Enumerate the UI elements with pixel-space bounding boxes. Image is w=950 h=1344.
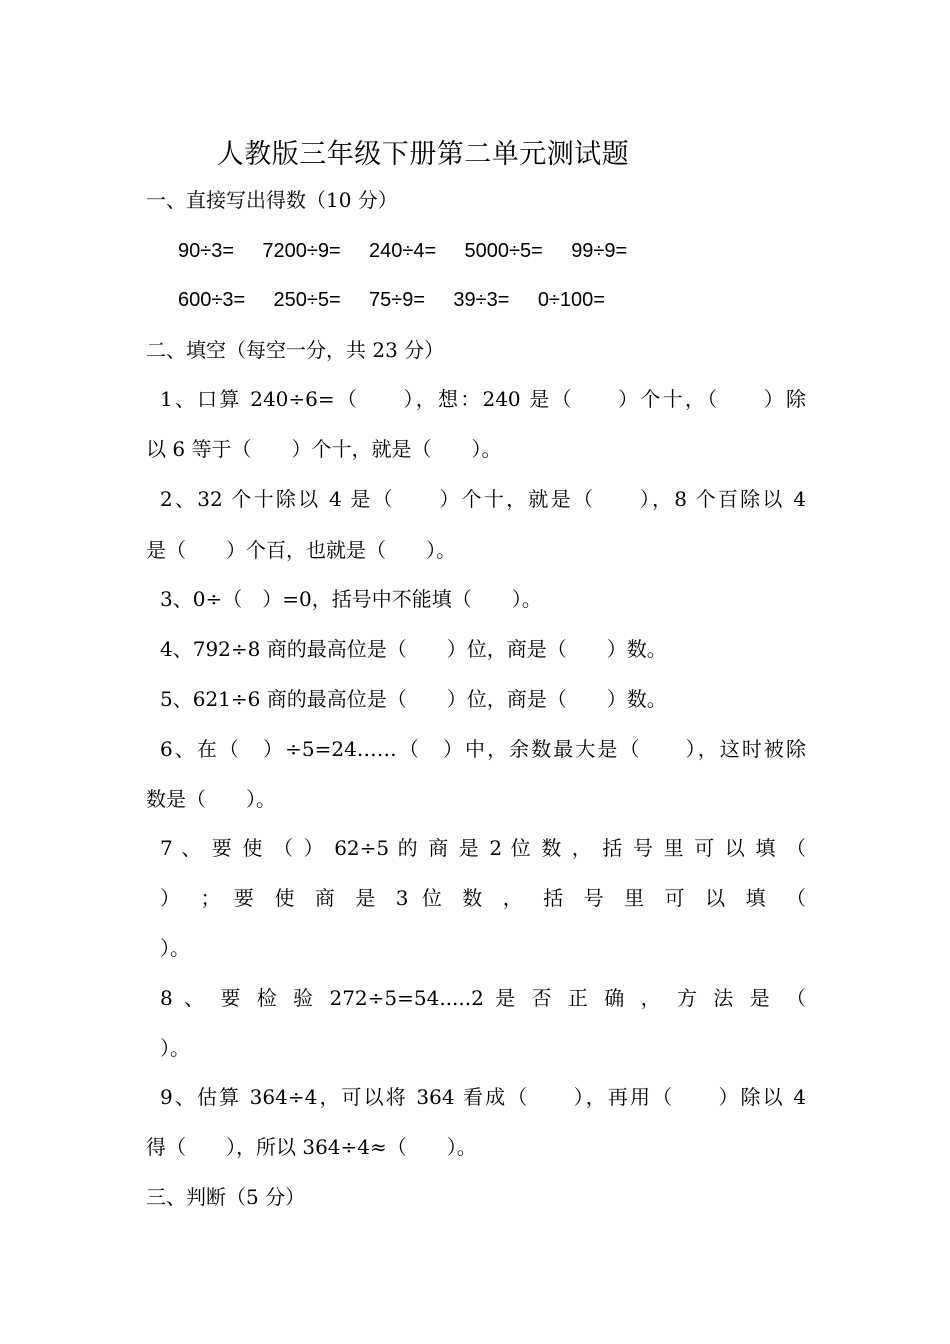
section-2-heading: 二、填空（每空一分，共 23 分） (146, 338, 445, 362)
calc-item: 0÷100= (537, 289, 605, 311)
question-6-line-2: 数是（ ）。 (146, 787, 276, 811)
calc-item: 250÷5= (273, 289, 341, 311)
calc-item: 7200÷9= (262, 240, 341, 262)
question-9-line-2: 得（ ），所以 364÷4≈（ ）。 (146, 1135, 477, 1159)
question-7-line-2: ） ； 要 使 商 是 3 位 数 ， 括 号 里 可 以 填 （ (160, 886, 806, 910)
question-9-line-1: 9、估算 364÷4，可以将 364 看成（ ），再用（ ）除以 4 (160, 1085, 806, 1109)
question-6-line-1: 6、在（ ）÷5=24……（ ）中，余数最大是（ ），这时被除 (160, 737, 806, 761)
calc-item: 240÷4= (369, 240, 437, 262)
question-4: 4、792÷8 商的最高位是（ ）位，商是（ ）数。 (160, 637, 667, 661)
calc-item: 39÷3= (453, 289, 510, 311)
question-3: 3、0÷（ ）=0，括号中不能填（ ）。 (160, 587, 542, 611)
question-8-line-2: ）。 (160, 1036, 190, 1060)
calc-item: 90÷3= (178, 240, 235, 262)
section-1-heading: 一、直接写出得数（10 分） (146, 188, 398, 212)
calc-item: 5000÷5= (464, 240, 543, 262)
question-7-line-1: 7 、 要 使 （ ） 62÷5 的 商 是 2 位 数 ， 括 号 里 可 以 填 （ (160, 836, 806, 860)
question-2-line-1: 2、32 个十除以 4 是（ ）个十，就是（ ），8 个百除以 4 (160, 487, 806, 511)
calc-item: 600÷3= (178, 289, 246, 311)
question-1-line-2: 以 6 等于（ ）个十，就是（ ）。 (146, 437, 502, 461)
calc-row-1 (178, 236, 838, 265)
section-3-heading: 三、判断（5 分） (146, 1185, 306, 1209)
question-7-line-3: ）。 (160, 936, 190, 960)
question-1-line-1: 1、口算 240÷6=（ ），想：240 是（ ）个十，（ ）除 (160, 387, 806, 411)
calc-item: 75÷9= (369, 289, 426, 311)
calc-row-2 (178, 285, 838, 314)
calc-item: 99÷9= (571, 240, 628, 262)
page-title (0, 132, 950, 171)
question-5: 5、621÷6 商的最高位是（ ）位，商是（ ）数。 (160, 687, 667, 711)
page-title-text: 人教版三年级下册第二单元测试题 (216, 139, 630, 170)
question-2-line-2: 是（ ）个百，也就是（ ）。 (146, 538, 456, 562)
question-8-line-1: 8 、 要 检 验 272÷5=54.....2 是 否 正 确 ， 方 法 是 （ (160, 986, 806, 1010)
